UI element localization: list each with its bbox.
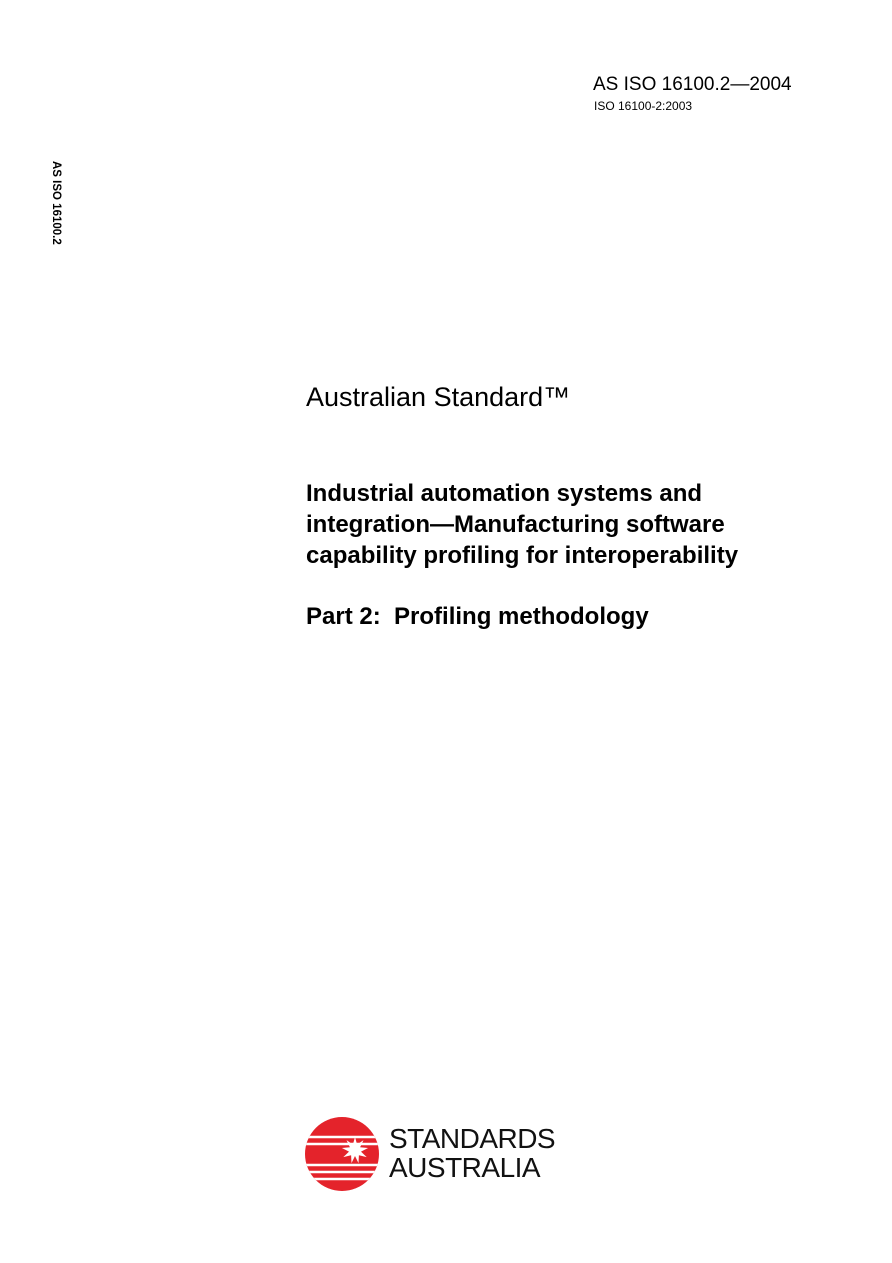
title-line: capability profiling for interoperability: [306, 542, 739, 569]
title-line: Industrial automation systems and: [306, 480, 703, 507]
iso-reference-number: ISO 16100-2:2003: [594, 99, 693, 113]
document-number: AS ISO 16100.2—2004: [593, 74, 792, 95]
document-title: [306, 478, 738, 571]
logo-wordmark: [389, 1124, 555, 1182]
standards-australia-star-emblem-icon: [305, 1117, 379, 1191]
part-subtitle: Part 2: Profiling methodology: [306, 603, 649, 630]
standards-australia-logo: [305, 1117, 561, 1191]
title-line: integration—Manufacturing software: [306, 511, 725, 538]
logo-wordmark-line: STANDARDS: [389, 1123, 556, 1154]
spine-label: AS ISO 16100.2: [50, 161, 62, 245]
standard-series-label: Australian Standard™: [306, 382, 571, 412]
logo-wordmark-line: AUSTRALIA: [389, 1152, 541, 1183]
